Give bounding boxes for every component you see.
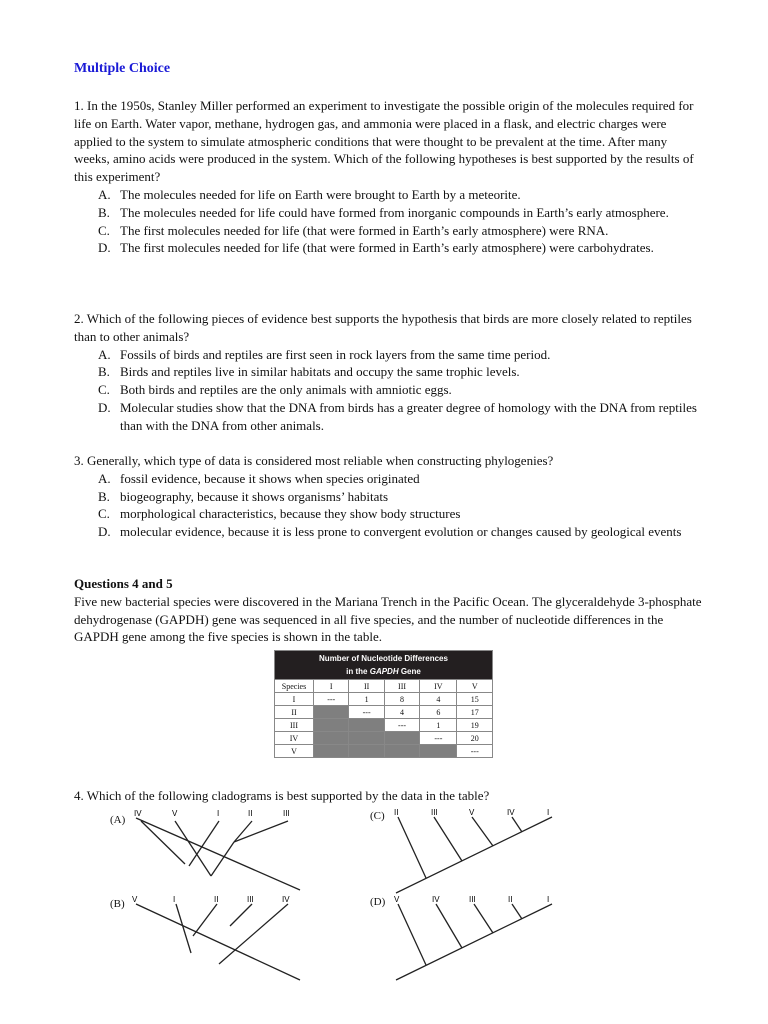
- cladogram-d-trunk: [396, 904, 552, 980]
- question-1-stem: 1. In the 1950s, Stanley Miller performed an experiment to investigate the possible origin of the molecules required for life on Earth. Water vapor, methane, hydrogen gas, and ammonia were placed in a flask, and electric charges were applied to the system to simulate atmospheric conditions that were thought to be prevalent at the time. After many weeks, amino acids were produced in the system. Which of the following hypotheses is best supported by the results of this experiment?: [74, 98, 694, 185]
- question-2-choice-d: D. Molecular studies show that the DNA from birds has a greater degree of homology with the DNA from reptiles than with the DNA from other animals.: [98, 399, 697, 433]
- cladogram-a-trunk: [136, 818, 300, 890]
- cladogram-b: [128, 892, 303, 982]
- cladogram-d-taxon: IV: [432, 895, 440, 904]
- question-1-choice-c: C. The first molecules needed for life (that were formed in Earth’s early atmosphere) were RNA.: [98, 222, 609, 238]
- question-2-choices: [74, 346, 704, 435]
- table-corner: Species: [275, 680, 314, 693]
- questions-4-5-title: Questions 4 and 5: [74, 576, 173, 591]
- question-2-choice-a: A. Fossils of birds and reptiles are first seen in rock layers from the same time period.: [98, 346, 551, 362]
- section-heading: Multiple Choice: [74, 61, 171, 76]
- question-3-choices: [74, 470, 704, 541]
- table-title: Number of Nucleotide Differences in the GAPDH Gene: [275, 651, 493, 680]
- question-3-stem: 3. Generally, which type of data is considered most reliable when constructing phylogenies?: [74, 453, 554, 468]
- cladogram-a: [128, 806, 303, 892]
- table-row: III --- 1 19: [275, 719, 493, 732]
- cladogram-b-taxon: II: [214, 895, 219, 904]
- table-col-header: IV: [420, 680, 457, 693]
- questions-4-5-body: Five new bacterial species were discovered in the Mariana Trench in the Pacific Ocean. The glyceraldehyde 3-phosphate dehydrogenase (GAPDH) gene was sequenced in all five species, and the number of nucleotide differences in the GAPDH gene among the five species is shown in the table.: [74, 593, 702, 645]
- table-row: V ---: [275, 745, 493, 758]
- table-header-row: [275, 680, 493, 693]
- cladogram-d-taxon: III: [469, 895, 476, 904]
- cladogram-c-taxon: IV: [507, 808, 515, 817]
- cladogram-d-taxon: V: [394, 895, 400, 904]
- question-2-stem: 2. Which of the following pieces of evidence best supports the hypothesis that birds are more closely related to reptiles than to other animals?: [74, 311, 692, 344]
- cladogram-b-taxon: I: [173, 895, 176, 904]
- cladogram-a-label: (A): [110, 814, 126, 826]
- table-col-header: III: [384, 680, 419, 693]
- question-2-choice-b: B. Birds and reptiles live in similar habitats and occupy the same trophic levels.: [98, 364, 520, 380]
- table-row: IV --- 20: [275, 732, 493, 745]
- cladogram-a-taxon: IV: [134, 809, 142, 818]
- cladogram-a-taxon: II: [248, 809, 253, 818]
- table-row: I --- 1 8 4 15: [275, 693, 493, 706]
- cladogram-d-label: (D): [370, 896, 386, 908]
- question-2: [74, 310, 704, 435]
- question-4: [74, 787, 704, 805]
- question-3-choice-b: B. biogeography, because it shows organisms’ habitats: [98, 488, 389, 504]
- question-3-choice-c: C. morphological characteristics, because they show body structures: [98, 506, 461, 522]
- cladogram-b-taxon: IV: [282, 895, 290, 904]
- table-row: II --- 4 6 17: [275, 706, 493, 719]
- cladogram-b-taxon: V: [132, 895, 138, 904]
- cladogram-d: [392, 892, 560, 982]
- question-1-choice-b: B. The molecules needed for life could have formed from inorganic compounds in Earth’s early atmosphere.: [98, 204, 669, 220]
- cladogram-b-taxon: III: [247, 895, 254, 904]
- questions-4-5-intro: [74, 575, 704, 646]
- cladogram-c: [392, 805, 560, 895]
- question-2-choice-c: C. Both birds and reptiles are the only animals with amniotic eggs.: [98, 382, 452, 398]
- cladogram-a-taxon: I: [217, 809, 220, 818]
- cladogram-c-taxon: III: [431, 808, 438, 817]
- table-col-header: I: [314, 680, 349, 693]
- question-1-choice-d: D. The first molecules needed for life (that were formed in Earth’s early atmosphere) were carbohydrates.: [98, 240, 654, 256]
- cladogram-c-taxon: II: [394, 808, 399, 817]
- cladogram-c-taxon: I: [547, 808, 550, 817]
- question-1: [74, 97, 704, 257]
- question-1-choice-a: A. The molecules needed for life on Earth were brought to Earth by a meteorite.: [98, 186, 521, 202]
- cladogram-c-trunk: [396, 817, 552, 893]
- nucleotide-differences-table: [274, 650, 493, 758]
- cladogram-d-taxon: I: [547, 895, 550, 904]
- question-4-stem: 4. Which of the following cladograms is best supported by the data in the table?: [74, 788, 490, 803]
- cladogram-c-label: (C): [370, 810, 385, 822]
- question-3: [74, 452, 704, 541]
- cladogram-c-taxon: V: [469, 808, 475, 817]
- question-1-choices: [74, 186, 704, 257]
- question-3-choice-d: D. molecular evidence, because it is less prone to convergent evolution or changes caused by geological events: [98, 524, 682, 540]
- question-3-choice-a: A. fossil evidence, because it shows when species originated: [98, 470, 420, 486]
- cladogram-a-taxon: III: [283, 809, 290, 818]
- cladogram-d-taxon: II: [508, 895, 513, 904]
- table-col-header: V: [457, 680, 493, 693]
- table-col-header: II: [349, 680, 384, 693]
- cladogram-a-taxon: V: [172, 809, 178, 818]
- cladogram-b-label: (B): [110, 898, 125, 910]
